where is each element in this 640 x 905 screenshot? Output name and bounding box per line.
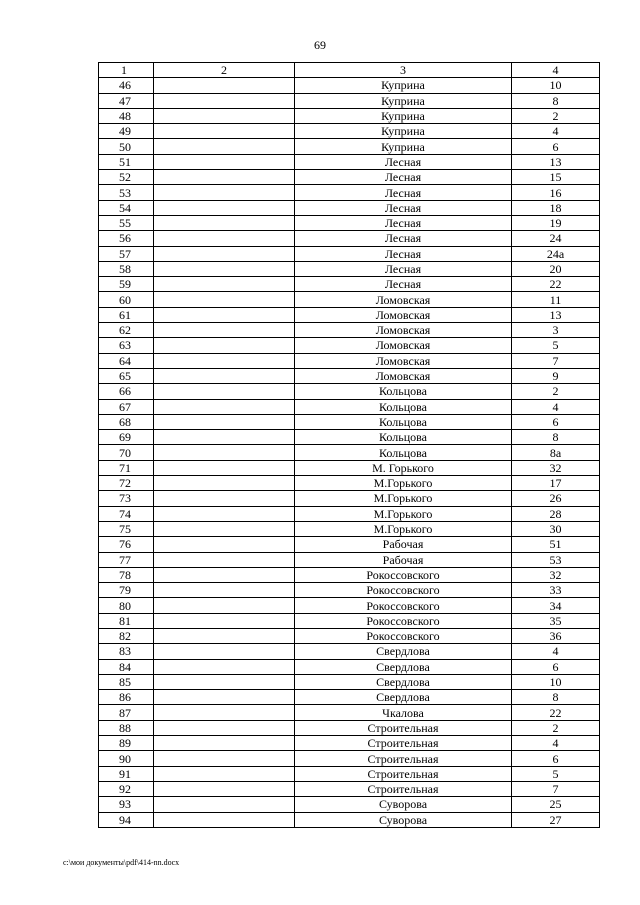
table-row — [99, 154, 600, 169]
table-row — [99, 644, 600, 659]
table-row — [99, 812, 600, 827]
house-number-cell: 30 — [512, 521, 600, 536]
street-name-cell: Строительная — [295, 720, 512, 735]
row-empty-cell — [154, 353, 295, 368]
street-name-cell: Ломовская — [295, 323, 512, 338]
house-number-cell: 8 — [512, 430, 600, 445]
row-number-cell: 46 — [99, 78, 154, 93]
row-number-cell: 62 — [99, 323, 154, 338]
row-number-cell: 66 — [99, 384, 154, 399]
row-empty-cell — [154, 170, 295, 185]
table-row — [99, 476, 600, 491]
row-empty-cell — [154, 781, 295, 796]
house-number-cell: 18 — [512, 200, 600, 215]
row-empty-cell — [154, 78, 295, 93]
house-number-cell: 3 — [512, 323, 600, 338]
table-row — [99, 430, 600, 445]
street-name-cell: Рокоссовского — [295, 598, 512, 613]
house-number-cell: 51 — [512, 537, 600, 552]
house-number-cell: 35 — [512, 613, 600, 628]
table-row — [99, 200, 600, 215]
table-row — [99, 292, 600, 307]
row-number-cell: 81 — [99, 613, 154, 628]
row-number-cell: 80 — [99, 598, 154, 613]
street-name-cell: М.Горького — [295, 476, 512, 491]
row-empty-cell — [154, 231, 295, 246]
house-number-cell: 2 — [512, 384, 600, 399]
house-number-cell: 8 — [512, 93, 600, 108]
street-name-cell: Куприна — [295, 78, 512, 93]
street-name-cell: Рокоссовского — [295, 567, 512, 582]
row-empty-cell — [154, 506, 295, 521]
footer-file-path: c:\мои документы\pdf\414-nn.docx — [63, 858, 180, 867]
house-number-cell: 24а — [512, 246, 600, 261]
row-number-cell: 64 — [99, 353, 154, 368]
row-empty-cell — [154, 323, 295, 338]
house-number-cell: 19 — [512, 215, 600, 230]
row-empty-cell — [154, 460, 295, 475]
table-row — [99, 628, 600, 643]
table-row — [99, 690, 600, 705]
row-empty-cell — [154, 261, 295, 276]
table-row — [99, 552, 600, 567]
row-empty-cell — [154, 812, 295, 827]
street-name-cell: Рабочая — [295, 537, 512, 552]
table-row — [99, 491, 600, 506]
street-name-cell: Куприна — [295, 108, 512, 123]
street-name-cell: Кольцова — [295, 430, 512, 445]
street-name-cell: Строительная — [295, 781, 512, 796]
street-name-cell: Кольцова — [295, 399, 512, 414]
table-row — [99, 231, 600, 246]
row-empty-cell — [154, 185, 295, 200]
street-name-cell: М. Горького — [295, 460, 512, 475]
table-row — [99, 537, 600, 552]
street-name-cell: Рокоссовского — [295, 613, 512, 628]
street-name-cell: Лесная — [295, 246, 512, 261]
row-number-cell: 65 — [99, 368, 154, 383]
row-empty-cell — [154, 766, 295, 781]
row-number-cell: 82 — [99, 628, 154, 643]
row-number-cell: 60 — [99, 292, 154, 307]
row-number-cell: 55 — [99, 215, 154, 230]
street-name-cell: Свердлова — [295, 674, 512, 689]
header-cell-3: 3 — [295, 63, 512, 78]
house-number-cell: 4 — [512, 644, 600, 659]
street-name-cell: Лесная — [295, 170, 512, 185]
street-name-cell: Кольцова — [295, 445, 512, 460]
row-empty-cell — [154, 751, 295, 766]
header-cell-4: 4 — [512, 63, 600, 78]
address-table — [98, 62, 600, 828]
table-row — [99, 705, 600, 720]
row-number-cell: 74 — [99, 506, 154, 521]
house-number-cell: 22 — [512, 277, 600, 292]
row-empty-cell — [154, 613, 295, 628]
house-number-cell: 7 — [512, 353, 600, 368]
row-number-cell: 76 — [99, 537, 154, 552]
row-empty-cell — [154, 93, 295, 108]
row-number-cell: 89 — [99, 736, 154, 751]
table-row — [99, 414, 600, 429]
table-row — [99, 338, 600, 353]
street-name-cell: Свердлова — [295, 690, 512, 705]
row-empty-cell — [154, 521, 295, 536]
table-row — [99, 246, 600, 261]
table-row — [99, 384, 600, 399]
row-number-cell: 79 — [99, 583, 154, 598]
table-row — [99, 261, 600, 276]
table-row — [99, 93, 600, 108]
table-row — [99, 613, 600, 628]
row-empty-cell — [154, 659, 295, 674]
house-number-cell: 26 — [512, 491, 600, 506]
street-name-cell: Ломовская — [295, 307, 512, 322]
street-name-cell: Рокоссовского — [295, 583, 512, 598]
street-name-cell: Куприна — [295, 139, 512, 154]
house-number-cell: 8а — [512, 445, 600, 460]
house-number-cell: 17 — [512, 476, 600, 491]
street-name-cell: Рабочая — [295, 552, 512, 567]
row-number-cell: 69 — [99, 430, 154, 445]
house-number-cell: 10 — [512, 674, 600, 689]
house-number-cell: 7 — [512, 781, 600, 796]
row-empty-cell — [154, 567, 295, 582]
house-number-cell: 5 — [512, 766, 600, 781]
table-row — [99, 445, 600, 460]
row-number-cell: 77 — [99, 552, 154, 567]
street-name-cell: Лесная — [295, 231, 512, 246]
table-row — [99, 399, 600, 414]
house-number-cell: 53 — [512, 552, 600, 567]
table-row — [99, 674, 600, 689]
row-number-cell: 93 — [99, 797, 154, 812]
street-name-cell: Лесная — [295, 200, 512, 215]
row-empty-cell — [154, 215, 295, 230]
house-number-cell: 20 — [512, 261, 600, 276]
street-name-cell: Суворова — [295, 797, 512, 812]
house-number-cell: 25 — [512, 797, 600, 812]
row-empty-cell — [154, 598, 295, 613]
row-number-cell: 91 — [99, 766, 154, 781]
table-row — [99, 124, 600, 139]
street-name-cell: Ломовская — [295, 368, 512, 383]
row-empty-cell — [154, 705, 295, 720]
row-number-cell: 86 — [99, 690, 154, 705]
row-number-cell: 58 — [99, 261, 154, 276]
table-row — [99, 353, 600, 368]
house-number-cell: 2 — [512, 720, 600, 735]
row-number-cell: 48 — [99, 108, 154, 123]
row-empty-cell — [154, 628, 295, 643]
row-number-cell: 71 — [99, 460, 154, 475]
row-empty-cell — [154, 307, 295, 322]
house-number-cell: 6 — [512, 414, 600, 429]
row-empty-cell — [154, 108, 295, 123]
row-number-cell: 59 — [99, 277, 154, 292]
table-row — [99, 567, 600, 582]
street-name-cell: Куприна — [295, 93, 512, 108]
table-row — [99, 751, 600, 766]
row-number-cell: 70 — [99, 445, 154, 460]
house-number-cell: 2 — [512, 108, 600, 123]
table-row — [99, 78, 600, 93]
table-row — [99, 736, 600, 751]
row-number-cell: 90 — [99, 751, 154, 766]
street-name-cell: Свердлова — [295, 644, 512, 659]
table-row — [99, 521, 600, 536]
row-number-cell: 52 — [99, 170, 154, 185]
street-name-cell: Строительная — [295, 736, 512, 751]
street-name-cell: Лесная — [295, 154, 512, 169]
house-number-cell: 6 — [512, 659, 600, 674]
house-number-cell: 22 — [512, 705, 600, 720]
table-header-row — [99, 63, 600, 78]
row-empty-cell — [154, 124, 295, 139]
street-name-cell: М.Горького — [295, 506, 512, 521]
street-name-cell: Чкалова — [295, 705, 512, 720]
row-number-cell: 85 — [99, 674, 154, 689]
row-number-cell: 61 — [99, 307, 154, 322]
row-empty-cell — [154, 368, 295, 383]
house-number-cell: 24 — [512, 231, 600, 246]
house-number-cell: 4 — [512, 736, 600, 751]
row-number-cell: 57 — [99, 246, 154, 261]
row-empty-cell — [154, 430, 295, 445]
street-name-cell: Свердлова — [295, 659, 512, 674]
house-number-cell: 27 — [512, 812, 600, 827]
row-number-cell: 47 — [99, 93, 154, 108]
street-name-cell: Ломовская — [295, 353, 512, 368]
street-name-cell: Лесная — [295, 261, 512, 276]
row-empty-cell — [154, 200, 295, 215]
row-number-cell: 75 — [99, 521, 154, 536]
house-number-cell: 36 — [512, 628, 600, 643]
house-number-cell: 13 — [512, 307, 600, 322]
row-empty-cell — [154, 246, 295, 261]
street-name-cell: М.Горького — [295, 491, 512, 506]
street-name-cell: Суворова — [295, 812, 512, 827]
row-number-cell: 87 — [99, 705, 154, 720]
row-empty-cell — [154, 277, 295, 292]
row-number-cell: 78 — [99, 567, 154, 582]
row-empty-cell — [154, 644, 295, 659]
house-number-cell: 15 — [512, 170, 600, 185]
house-number-cell: 6 — [512, 139, 600, 154]
table-row — [99, 506, 600, 521]
street-name-cell: Лесная — [295, 215, 512, 230]
house-number-cell: 10 — [512, 78, 600, 93]
row-number-cell: 56 — [99, 231, 154, 246]
row-empty-cell — [154, 292, 295, 307]
table-row — [99, 170, 600, 185]
house-number-cell: 4 — [512, 124, 600, 139]
row-number-cell: 54 — [99, 200, 154, 215]
row-empty-cell — [154, 445, 295, 460]
street-name-cell: Строительная — [295, 766, 512, 781]
row-empty-cell — [154, 338, 295, 353]
row-empty-cell — [154, 736, 295, 751]
street-name-cell: Куприна — [295, 124, 512, 139]
table-row — [99, 323, 600, 338]
row-empty-cell — [154, 139, 295, 154]
house-number-cell: 28 — [512, 506, 600, 521]
table-row — [99, 659, 600, 674]
table-row — [99, 307, 600, 322]
table-row — [99, 720, 600, 735]
street-name-cell: Кольцова — [295, 414, 512, 429]
table-row — [99, 215, 600, 230]
table-row — [99, 460, 600, 475]
house-number-cell: 8 — [512, 690, 600, 705]
row-number-cell: 68 — [99, 414, 154, 429]
street-name-cell: Строительная — [295, 751, 512, 766]
row-number-cell: 73 — [99, 491, 154, 506]
header-cell-1: 1 — [99, 63, 154, 78]
street-name-cell: Кольцова — [295, 384, 512, 399]
table-row — [99, 368, 600, 383]
row-number-cell: 50 — [99, 139, 154, 154]
house-number-cell: 4 — [512, 399, 600, 414]
page-number: 69 — [314, 38, 326, 52]
row-empty-cell — [154, 399, 295, 414]
row-empty-cell — [154, 797, 295, 812]
row-empty-cell — [154, 583, 295, 598]
house-number-cell: 5 — [512, 338, 600, 353]
row-number-cell: 63 — [99, 338, 154, 353]
house-number-cell: 32 — [512, 460, 600, 475]
row-empty-cell — [154, 414, 295, 429]
street-name-cell: Лесная — [295, 185, 512, 200]
house-number-cell: 32 — [512, 567, 600, 582]
row-number-cell: 51 — [99, 154, 154, 169]
street-name-cell: Лесная — [295, 277, 512, 292]
row-number-cell: 84 — [99, 659, 154, 674]
house-number-cell: 6 — [512, 751, 600, 766]
row-number-cell: 94 — [99, 812, 154, 827]
table-row — [99, 277, 600, 292]
house-number-cell: 34 — [512, 598, 600, 613]
house-number-cell: 16 — [512, 185, 600, 200]
table-row — [99, 797, 600, 812]
table-row — [99, 766, 600, 781]
row-empty-cell — [154, 537, 295, 552]
row-empty-cell — [154, 720, 295, 735]
row-empty-cell — [154, 690, 295, 705]
house-number-cell: 9 — [512, 368, 600, 383]
table-row — [99, 185, 600, 200]
row-empty-cell — [154, 552, 295, 567]
row-empty-cell — [154, 674, 295, 689]
row-number-cell: 83 — [99, 644, 154, 659]
street-name-cell: Ломовская — [295, 338, 512, 353]
row-number-cell: 92 — [99, 781, 154, 796]
house-number-cell: 13 — [512, 154, 600, 169]
header-cell-2: 2 — [154, 63, 295, 78]
street-name-cell: Ломовская — [295, 292, 512, 307]
table-row — [99, 108, 600, 123]
house-number-cell: 33 — [512, 583, 600, 598]
table-row — [99, 139, 600, 154]
row-empty-cell — [154, 154, 295, 169]
row-empty-cell — [154, 491, 295, 506]
address-table-body — [99, 63, 600, 828]
table-row — [99, 598, 600, 613]
row-number-cell: 53 — [99, 185, 154, 200]
house-number-cell: 11 — [512, 292, 600, 307]
row-number-cell: 49 — [99, 124, 154, 139]
row-empty-cell — [154, 476, 295, 491]
table-row — [99, 583, 600, 598]
row-number-cell: 67 — [99, 399, 154, 414]
street-name-cell: Рокоссовского — [295, 628, 512, 643]
row-number-cell: 88 — [99, 720, 154, 735]
street-name-cell: М.Горького — [295, 521, 512, 536]
row-empty-cell — [154, 384, 295, 399]
table-row — [99, 781, 600, 796]
row-number-cell: 72 — [99, 476, 154, 491]
